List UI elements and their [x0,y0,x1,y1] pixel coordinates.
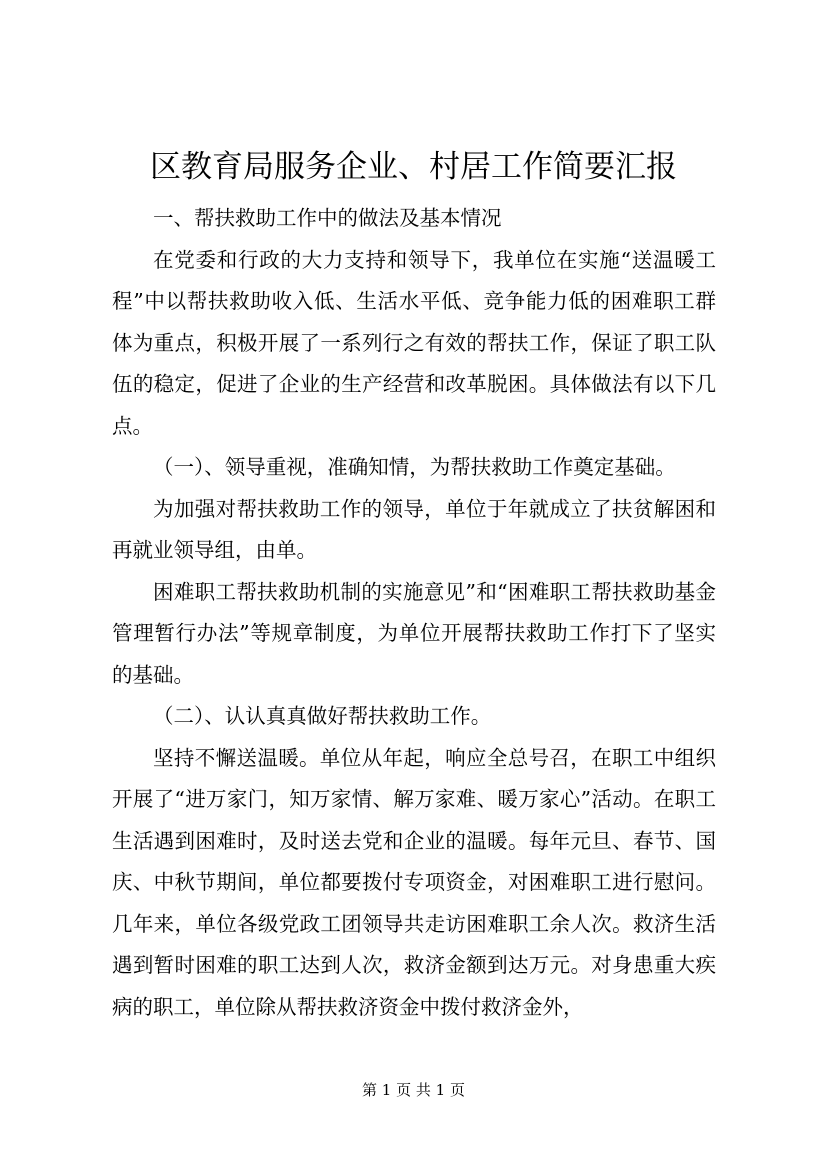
section-heading-1: 一、帮扶救助工作中的做法及基本情况 [153,206,502,230]
subsection-heading-2: （二）、认认真真做好帮扶救助工作。 [153,704,492,728]
subsection-heading-1: （一）、领导重视，准确知情，为帮扶救助工作奠定基础。 [153,455,676,479]
body-paragraph: 为加强对帮扶救助工作的领导，单位于年就成立了扶贫解困和再就业领导组，由单。 [112,496,716,562]
document-title: 区教育局服务企业、村居工作简要汇报 [150,149,677,185]
document-body [112,198,716,1028]
body-paragraph: 坚持不懈送温暖。单位从年起，响应全总号召，在职工中组织开展了“进万家门，知万家情、解万家难、暖万家心”活动。在职工生活遇到困难时，及时送去党和企业的温暖。每年元旦、春节、国庆、中秋节期间，单位都要拨付专项资金，对困难职工进行慰问。几年来，单位各级党政工团领导共走访困难职工余人次。救济生活遇到暂时困难的职工达到人次，救济金额到达万元。对身患重大疾病的职工，单位除从帮扶救济资金中拨付救济金外， [112,745,716,1019]
body-paragraph: 在党委和行政的大力支持和领导下，我单位在实施“送温暖工程”中以帮扶救助收入低、生活水平低、竞争能力低的困难职工群体为重点，积极开展了一系列行之有效的帮扶工作，保证了职工队伍的稳定，促进了企业的生产经营和改革脱困。具体做法有以下几点。 [112,247,716,438]
body-paragraph: 困难职工帮扶救助机制的实施意见”和“困难职工帮扶救助基金管理暂行办法”等规章制度，为单位开展帮扶救助工作打下了坚实的基础。 [112,579,716,687]
page-footer: 第 1 页 共 1 页 [362,1081,465,1099]
